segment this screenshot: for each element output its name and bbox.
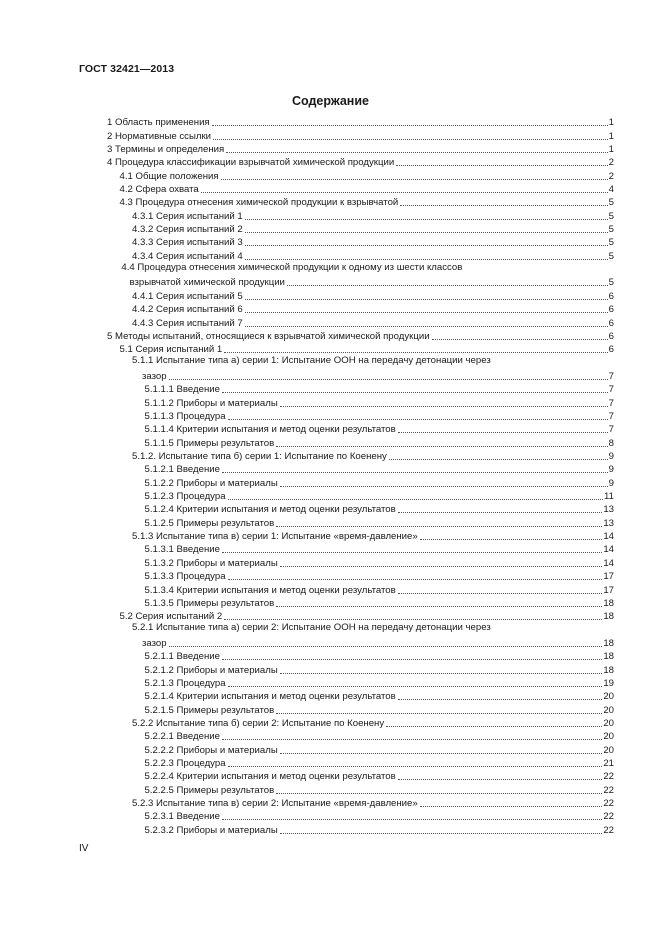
toc-entry-page: 20 — [603, 718, 614, 730]
toc-entry-title: 4.4 Процедура отнесения химической продукции к одному из шести классов — [121, 261, 463, 273]
toc-entry-title: зазор — [142, 637, 167, 649]
toc-entry-title: 5.2.1 Испытание типа а) серии 2: Испытание ООН на передачу детонации через — [132, 622, 491, 634]
toc-entry[interactable] — [120, 609, 615, 622]
toc-entry-page: 5 — [608, 210, 614, 222]
toc-entry-page: 13 — [603, 517, 614, 529]
toc-entry-title: 5.2 Серия испытаний 2 — [119, 611, 223, 623]
toc-entry[interactable] — [121, 262, 614, 275]
toc-entry[interactable] — [145, 516, 615, 529]
toc-entry-page: 6 — [608, 330, 614, 342]
toc-leader-dots — [212, 125, 608, 126]
document-code: ГОСТ 32421—2013 — [79, 63, 175, 75]
toc-leader-dots — [398, 593, 603, 594]
toc-entry-page: 1 — [608, 143, 614, 155]
toc-entry-page: 14 — [603, 544, 614, 556]
toc-leader-dots — [398, 432, 608, 433]
toc-entry-title: 5.1.3.3 Процедура — [144, 571, 226, 583]
toc-entry-title: 5.1.1.5 Примеры результатов — [144, 437, 275, 449]
toc-entry[interactable] — [107, 142, 614, 155]
toc-entry-title: 5.2.1.4 Критерии испытания и метод оценки результатов — [144, 691, 396, 703]
toc-entry[interactable] — [132, 449, 614, 462]
toc-entry-title: 5 Методы испытаний, относящиеся к взрывчатой химической продукции — [107, 330, 430, 342]
toc-entry-title: 4.4.1 Серия испытаний 5 — [132, 290, 243, 302]
toc-leader-dots — [169, 646, 603, 647]
toc-entry[interactable] — [145, 422, 615, 435]
toc-entry[interactable] — [132, 529, 614, 542]
toc-entry[interactable] — [132, 622, 614, 635]
toc-entry[interactable] — [132, 716, 614, 729]
toc-entry-title: 5.2.2.3 Процедура — [144, 758, 226, 770]
toc-entry-page: 19 — [603, 677, 614, 689]
toc-entry-page: 9 — [608, 477, 614, 489]
toc-entry[interactable] — [132, 222, 614, 235]
toc-entry[interactable] — [145, 489, 615, 502]
toc-entry-title: 5.1.2.5 Примеры результатов — [144, 517, 275, 529]
toc-entry[interactable] — [120, 182, 615, 195]
toc-entry-title: 5.1.1.3 Процедура — [144, 410, 226, 422]
toc-entry[interactable] — [120, 342, 615, 355]
toc-entry-page: 21 — [603, 758, 614, 770]
toc-leader-dots — [222, 659, 602, 660]
toc-entry-title: 5.2.1.2 Приборы и материалы — [144, 664, 278, 676]
toc-leader-dots — [396, 165, 607, 166]
toc-entry[interactable] — [142, 636, 614, 649]
toc-entry-page: 18 — [603, 664, 614, 676]
toc-entry-page: 8 — [608, 437, 614, 449]
toc-entry-page: 20 — [603, 704, 614, 716]
toc-entry-page: 6 — [608, 304, 614, 316]
toc-entry-title: 5.1.2.1 Введение — [144, 464, 220, 476]
toc-leader-dots — [276, 713, 602, 714]
toc-entry[interactable] — [145, 382, 615, 395]
toc-entry[interactable] — [145, 582, 615, 595]
toc-entry[interactable] — [132, 355, 614, 368]
toc-entry-page: 18 — [603, 651, 614, 663]
toc-entry[interactable] — [145, 662, 615, 675]
toc-entry-page: 4 — [608, 184, 614, 196]
toc-entry-page: 7 — [608, 410, 614, 422]
toc-leader-dots — [226, 152, 607, 153]
toc-leader-dots — [228, 579, 603, 580]
toc-entry-page: 1 — [608, 130, 614, 142]
toc-entry-title: 5.2.1.1 Введение — [144, 651, 220, 663]
toc-entry-page: 20 — [603, 744, 614, 756]
toc-entry[interactable] — [142, 369, 614, 382]
toc-entry[interactable] — [132, 289, 614, 302]
toc-entry[interactable] — [107, 115, 614, 128]
toc-leader-dots — [400, 205, 607, 206]
toc-entry-page: 5 — [608, 224, 614, 236]
toc-entry-title: 5.1.2.3 Процедура — [144, 491, 226, 503]
toc-entry[interactable] — [120, 168, 615, 181]
toc-entry-page: 20 — [603, 731, 614, 743]
toc-leader-dots — [222, 392, 608, 393]
toc-entry-page: 7 — [608, 397, 614, 409]
toc-entry-title: 4.3.3 Серия испытаний 3 — [132, 237, 243, 249]
toc-entry[interactable] — [145, 809, 615, 822]
toc-entry-title: 1 Область применения — [107, 117, 210, 129]
toc-leader-dots — [222, 739, 602, 740]
toc-leader-dots — [389, 459, 608, 460]
toc-leader-dots — [201, 192, 608, 193]
toc-entry-title: 4.3.2 Серия испытаний 2 — [132, 224, 243, 236]
toc-entry-page: 6 — [608, 344, 614, 356]
toc-entry-page: 7 — [608, 424, 614, 436]
toc-entry[interactable] — [130, 275, 615, 288]
toc-entry-page: 5 — [608, 197, 614, 209]
toc-entry-page: 17 — [603, 584, 614, 596]
toc-entry[interactable] — [145, 462, 615, 475]
toc-entry[interactable] — [132, 235, 614, 248]
toc-entry-page: 22 — [603, 824, 614, 836]
toc-leader-dots — [398, 512, 603, 513]
toc-entry-title: 5.1 Серия испытаний 1 — [119, 344, 223, 356]
toc-entry-title: 5.1.2.2 Приборы и материалы — [144, 477, 278, 489]
toc-leader-dots — [398, 699, 603, 700]
toc-entry-title: 5.1.3.1 Введение — [144, 544, 220, 556]
toc-entry-page: 11 — [604, 491, 614, 503]
toc-leader-dots — [245, 299, 608, 300]
toc-leader-dots — [169, 379, 608, 380]
toc-leader-dots — [228, 419, 608, 420]
toc-entry-title: 5.2.2.5 Примеры результатов — [144, 784, 275, 796]
toc-entry-title: 5.1.2.4 Критерии испытания и метод оценки результатов — [144, 504, 396, 516]
toc-entry[interactable] — [132, 302, 614, 315]
toc-leader-dots — [228, 499, 603, 500]
toc-entry[interactable] — [145, 435, 615, 448]
toc-entry-page: 18 — [603, 637, 614, 649]
toc-entry-page: 5 — [608, 250, 614, 262]
toc-entry-title: 5.2.3.2 Приборы и материалы — [144, 824, 278, 836]
toc-entry[interactable] — [145, 569, 615, 582]
toc-leader-dots — [276, 793, 602, 794]
toc-entry-title: 5.2.2 Испытание типа б) серии 2: Испытание по Коенену — [132, 718, 385, 730]
toc-entry-page: 6 — [608, 290, 614, 302]
toc-leader-dots — [280, 753, 603, 754]
toc-entry-title: 5.1.3.4 Критерии испытания и метод оценки результатов — [144, 584, 396, 596]
toc-entry[interactable] — [107, 155, 614, 168]
toc-leader-dots — [280, 566, 603, 567]
toc-leader-dots — [228, 686, 603, 687]
toc-leader-dots — [222, 472, 608, 473]
toc-leader-dots — [432, 339, 608, 340]
toc-leader-dots — [224, 619, 602, 620]
toc-entry-title: 5.1.3 Испытание типа в) серии 1: Испытание «время-давление» — [132, 531, 418, 543]
toc-entry-title: 5.1.1.4 Критерии испытания и метод оценки результатов — [144, 424, 396, 436]
toc-entry[interactable] — [145, 502, 615, 515]
toc-entry[interactable] — [145, 676, 615, 689]
toc-entry[interactable] — [145, 702, 615, 715]
toc-leader-dots — [245, 232, 608, 233]
toc-entry[interactable] — [145, 556, 615, 569]
toc-entry[interactable] — [145, 756, 615, 769]
toc-entry-title: 4.3 Процедура отнесения химической продукции к взрывчатой — [119, 197, 399, 209]
toc-entry[interactable] — [107, 329, 614, 342]
toc-entry-title: 4.3.1 Серия испытаний 1 — [132, 210, 243, 222]
toc-entry-page: 1 — [608, 117, 614, 129]
toc-leader-dots — [280, 486, 608, 487]
page-title: Содержание — [291, 94, 369, 108]
toc-entry[interactable] — [120, 195, 615, 208]
toc-entry[interactable] — [132, 796, 614, 809]
toc-entry-title: 2 Нормативные ссылки — [107, 130, 212, 142]
toc-entry[interactable] — [145, 596, 615, 609]
toc-entry-page: 18 — [603, 611, 614, 623]
toc-entry-page: 13 — [603, 504, 614, 516]
toc-leader-dots — [245, 326, 608, 327]
toc-entry-title: 5.2.2.4 Критерии испытания и метод оценки результатов — [144, 771, 396, 783]
toc-entry-title: 5.1.2. Испытание типа б) серии 1: Испытание по Коенену — [132, 451, 387, 463]
toc-leader-dots — [276, 446, 607, 447]
toc-entry-title: взрывчатой химической продукции — [129, 277, 285, 289]
toc-entry-page: 9 — [608, 464, 614, 476]
toc-leader-dots — [398, 779, 603, 780]
toc-entry-title: 4.4.2 Серия испытаний 6 — [132, 304, 243, 316]
toc-leader-dots — [245, 259, 608, 260]
toc-entry-title: 5.1.1 Испытание типа а) серии 1: Испытание ООН на передачу детонации через — [132, 355, 491, 367]
toc-leader-dots — [222, 819, 602, 820]
toc-leader-dots — [276, 526, 602, 527]
toc-entry[interactable] — [145, 769, 615, 782]
toc-entry-page: 5 — [608, 277, 614, 289]
toc-entry-page: 6 — [608, 317, 614, 329]
toc-entry-page: 20 — [603, 691, 614, 703]
toc-entry[interactable] — [145, 729, 615, 742]
toc-entry-page: 7 — [608, 370, 614, 382]
toc-entry-title: 5.2.2.2 Приборы и материалы — [144, 744, 278, 756]
toc-entry-title: 3 Термины и определения — [107, 143, 225, 155]
toc-entry-page: 22 — [603, 784, 614, 796]
toc-leader-dots — [213, 139, 608, 140]
toc-entry-page: 2 — [608, 157, 614, 169]
page-number: IV — [79, 843, 89, 854]
toc-entry-title: 5.2.1.3 Процедура — [144, 677, 226, 689]
toc-entry-page: 7 — [608, 384, 614, 396]
toc-entry-title: 4.2 Сфера охвата — [119, 184, 199, 196]
toc-entry[interactable] — [145, 542, 615, 555]
toc-entry[interactable] — [145, 475, 615, 488]
toc-leader-dots — [420, 539, 603, 540]
toc-leader-dots — [222, 552, 602, 553]
toc-leader-dots — [420, 806, 603, 807]
toc-entry[interactable] — [145, 409, 615, 422]
toc-entry-page: 17 — [603, 571, 614, 583]
toc-entry-page: 22 — [603, 798, 614, 810]
toc-entry-page: 14 — [603, 557, 614, 569]
toc-entry[interactable] — [145, 783, 615, 796]
toc-entry[interactable] — [145, 823, 615, 836]
toc-leader-dots — [245, 312, 608, 313]
toc-leader-dots — [386, 726, 602, 727]
toc-entry-page: 18 — [603, 597, 614, 609]
toc-entry-page: 5 — [608, 237, 614, 249]
toc-leader-dots — [245, 219, 608, 220]
toc-entry-title: зазор — [142, 370, 167, 382]
toc-entry[interactable] — [145, 395, 615, 408]
toc-entry-title: 4.1 Общие положения — [119, 170, 219, 182]
toc-leader-dots — [221, 179, 608, 180]
toc-entry[interactable] — [145, 689, 615, 702]
toc-entry-title: 5.2.2.1 Введение — [144, 731, 220, 743]
toc-entry-title: 5.2.3 Испытание типа в) серии 2: Испытание «время-давление» — [132, 798, 418, 810]
toc-entry-title: 5.1.1.1 Введение — [144, 384, 220, 396]
toc-leader-dots — [245, 245, 608, 246]
toc-entry[interactable] — [132, 208, 614, 221]
toc-leader-dots — [280, 833, 603, 834]
toc-entry-title: 4 Процедура классификации взрывчатой химической продукции — [107, 157, 395, 169]
toc-leader-dots — [224, 352, 607, 353]
toc-entry-title: 4.3.4 Серия испытаний 4 — [132, 250, 243, 262]
toc-entry[interactable] — [145, 649, 615, 662]
toc-entry-title: 5.1.1.2 Приборы и материалы — [144, 397, 278, 409]
toc-leader-dots — [280, 406, 608, 407]
toc-entry-title: 5.1.3.5 Примеры результатов — [144, 597, 275, 609]
toc-entry-title: 5.2.3.1 Введение — [144, 811, 220, 823]
toc-leader-dots — [228, 766, 603, 767]
toc-entry-page: 22 — [603, 811, 614, 823]
toc-leader-dots — [276, 606, 602, 607]
toc-leader-dots — [280, 673, 603, 674]
toc-entry[interactable] — [107, 128, 614, 141]
toc-entry[interactable] — [132, 315, 614, 328]
toc-entry-title: 5.1.3.2 Приборы и материалы — [144, 557, 278, 569]
toc-entry[interactable] — [145, 742, 615, 755]
toc-leader-dots — [287, 285, 608, 286]
toc-entry-page: 2 — [608, 170, 614, 182]
toc-entry[interactable] — [132, 249, 614, 262]
toc-entry-page: 9 — [608, 451, 614, 463]
toc-entry-page: 14 — [603, 531, 614, 543]
toc-entry-page: 22 — [603, 771, 614, 783]
toc-entry-title: 5.2.1.5 Примеры результатов — [144, 704, 275, 716]
toc-entry-title: 4.4.3 Серия испытаний 7 — [132, 317, 243, 329]
